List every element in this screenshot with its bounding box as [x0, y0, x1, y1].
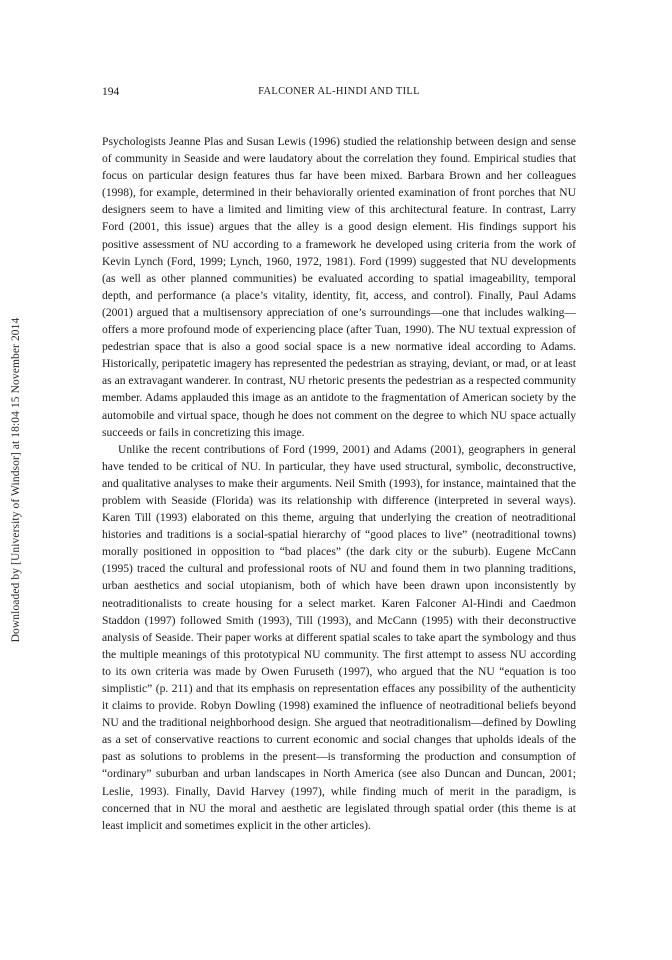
download-watermark-text: Downloaded by [University of Windsor] at 18:04 15 November 2014 — [10, 317, 22, 643]
download-watermark — [8, 310, 24, 650]
paragraph-1: Psychologists Jeanne Plas and Susan Lewis (1996) studied the relationship between design and sense of community in Seaside and were laudatory about the correlation they found. Empirical studies that focus on particular design features thus far have been mixed. Barbara Brown and her colleagues (1998), for example, determined in their behaviorally oriented examination of front porches that NU designers seem to have a limited and limiting view of this architectural feature. In contrast, Larry Ford (2001, this issue) argues that the alley is a good design element. His findings support his positive assessment of NU according to a framework he developed using criteria from the work of Kevin Lynch (Ford, 1999; Lynch, 1960, 1972, 1981). Ford (1999) suggested that NU developments (as well as other planned communities) be evaluated according to spatial imageability, temporal depth, and performance (a place’s vitality, identity, fit, access, and control). Finally, Paul Adams (2001) argued that a multisensory appreciation of one’s surroundings—one that includes walking—offers a more profound mode of experiencing place (after Tuan, 1990). The NU textual expression of pedestrian space that is also a good social space is a new normative ideal according to Adams. Historically, peripatetic imagery has represented the pedestrian as straying, deviant, or mad, or at least as an extravagant wanderer. In contrast, NU rhetoric presents the pedestrian as a respected community member. Adams applauded this image as an antidote to the fragmentation of American society by the automobile and virtual space, though he does not comment on the degree to which NU space actually succeeds or fails in concretizing this image. — [102, 135, 576, 439]
running-head: FALCONER AL-HINDI AND TILL — [258, 86, 420, 97]
page-header — [102, 86, 576, 104]
body-text — [102, 133, 576, 834]
page-number: 194 — [102, 86, 120, 98]
paragraph-2: Unlike the recent contributions of Ford (1999, 2001) and Adams (2001), geographers in general have tended to be critical of NU. In particular, they have used structural, symbolic, deconstructive, and qualitative analyses to make their arguments. Neil Smith (1993), for instance, maintained that the problem with Seaside (Florida) was its relationship with difference (interpreted in several ways). Karen Till (1993) elaborated on this theme, arguing that underlying the creation of neotraditional histories and traditions is a social-spatial hierarchy of “good places to live” (neotraditional towns) morally positioned in opposition to “bad places” (the dark city or the suburb). Eugene McCann (1995) traced the cultural and professional roots of NU and found them in two planning traditions, urban aesthetics and social utopianism, both of which have been drawn upon inconsistently by neotraditionalists to create housing for a select market. Karen Falconer Al-Hindi and Caedmon Staddon (1997) followed Smith (1993), Till (1993), and McCann (1995) with their deconstructive analysis of Seaside. Their paper works at different spatial scales to take apart the symbology and thus the multiple meanings of this prototypical NU community. The first attempt to assess NU according to its own criteria was made by Owen Furuseth (1997), who argued that the NU “equation is too simplistic” (p. 211) and that its emphasis on representation effaces any possibility of the authenticity it claims to provide. Robyn Dowling (1998) examined the influence of neotraditional beliefs beyond NU and the traditional neighborhood design. She argued that neotraditionalism—defined by Dowling as a set of conservative reactions to current economic and social changes that upholds ideals of the past as solutions to problems in the present—is transforming the production and consumption of “ordinary” suburban and urban landscapes in North America (see also Duncan and Duncan, 2001; Leslie, 1993). Finally, David Harvey (1997), while finding much of merit in the paradigm, is concerned that in NU the moral and aesthetic are legislated through spatial order (this theme is at least implicit and sometimes explicit in the other articles). — [102, 442, 576, 832]
